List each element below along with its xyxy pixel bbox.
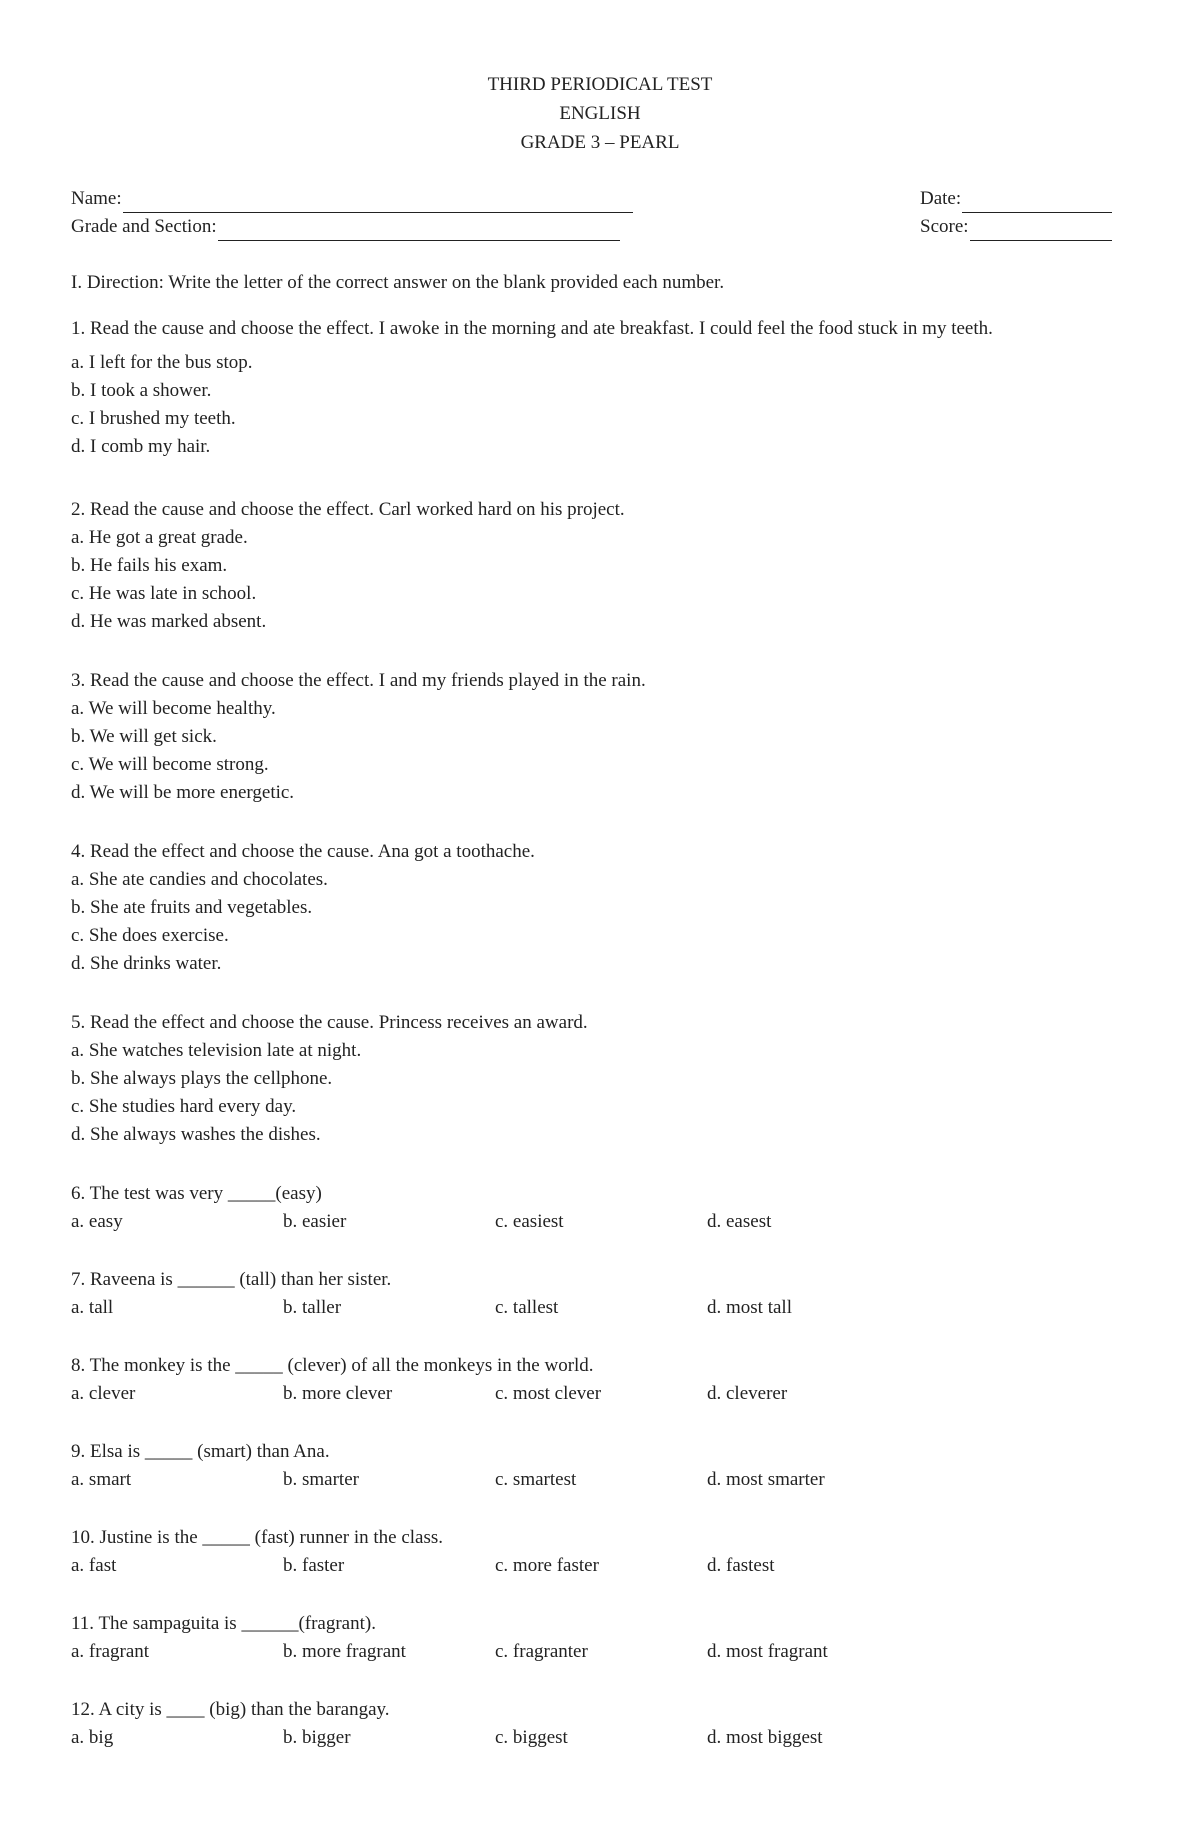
choice-c: c. smartest — [495, 1469, 577, 1490]
grade-section-title: GRADE 3 – PEARL — [520, 132, 680, 153]
choices-row — [71, 1552, 1171, 1580]
choice-d: d. most biggest — [707, 1727, 823, 1748]
question-1 — [71, 315, 1171, 461]
info-row-grade-score — [71, 213, 1121, 241]
question-stem: 5. Read the effect and choose the cause. Princess receives an award. — [71, 1012, 588, 1033]
choice-c: c. most clever — [495, 1383, 602, 1404]
choice-c: c. fragranter — [495, 1641, 588, 1662]
test-header — [0, 70, 1200, 157]
choice-c: c. She studies hard every day. — [71, 1096, 297, 1117]
choice-b: b. taller — [283, 1297, 342, 1318]
question-11 — [71, 1610, 1171, 1666]
question-8 — [71, 1352, 1171, 1408]
question-stem: 7. Raveena is ______ (tall) than her sister. — [71, 1269, 392, 1290]
subject-title: ENGLISH — [559, 103, 641, 124]
choice-a: a. clever — [71, 1383, 136, 1404]
direction-text: I. Direction: Write the letter of the correct answer on the blank provided each number. — [71, 272, 725, 293]
date-label: Date: — [920, 188, 962, 209]
choice-b: b. smarter — [283, 1469, 359, 1490]
choice-c: c. I brushed my teeth. — [71, 408, 236, 429]
choice-b: b. She always plays the cellphone. — [71, 1068, 333, 1089]
choice-b: b. faster — [283, 1555, 345, 1576]
choice-b: b. easier — [283, 1211, 347, 1232]
question-stem: 1. Read the cause and choose the effect. I awoke in the morning and ate breakfast. I could feel the food stuck in my teeth. — [71, 318, 993, 339]
score-blank-line[interactable] — [970, 218, 1112, 241]
question-2 — [71, 496, 1171, 636]
choice-d: d. She drinks water. — [71, 953, 222, 974]
question-3 — [71, 667, 1171, 807]
question-stem: 10. Justine is the _____ (fast) runner in the class. — [71, 1527, 444, 1548]
question-stem: 9. Elsa is _____ (smart) than Ana. — [71, 1441, 330, 1462]
score-label: Score: — [920, 216, 969, 237]
choice-d: d. He was marked absent. — [71, 611, 267, 632]
question-stem: 12. A city is ____ (big) than the barangay. — [71, 1699, 390, 1720]
choice-a: a. tall — [71, 1297, 114, 1318]
date-blank-line[interactable] — [962, 190, 1112, 213]
info-row-name-date — [71, 185, 1121, 213]
choice-d: d. most fragrant — [707, 1641, 828, 1662]
question-stem: 8. The monkey is the _____ (clever) of all the monkeys in the world. — [71, 1355, 594, 1376]
choice-a: a. fast — [71, 1555, 117, 1576]
name-label: Name: — [71, 188, 122, 209]
choice-d: d. cleverer — [707, 1383, 788, 1404]
question-stem: 11. The sampaguita is ______(fragrant). — [71, 1613, 376, 1634]
question-stem: 2. Read the cause and choose the effect. Carl worked hard on his project. — [71, 499, 625, 520]
question-9 — [71, 1438, 1171, 1494]
choice-a: a. smart — [71, 1469, 132, 1490]
choice-d: d. We will be more energetic. — [71, 782, 295, 803]
question-6 — [71, 1180, 1171, 1236]
choice-a: a. She watches television late at night. — [71, 1040, 362, 1061]
choice-b: b. She ate fruits and vegetables. — [71, 897, 313, 918]
choices-row — [71, 1724, 1171, 1752]
choice-d: d. most smarter — [707, 1469, 825, 1490]
question-stem: 3. Read the cause and choose the effect. I and my friends played in the rain. — [71, 670, 646, 691]
choice-d: d. easest — [707, 1211, 772, 1232]
choice-c: c. biggest — [495, 1727, 568, 1748]
choice-b: b. bigger — [283, 1727, 351, 1748]
question-7 — [71, 1266, 1171, 1322]
choice-a: a. We will become healthy. — [71, 698, 276, 719]
choice-a: a. easy — [71, 1211, 123, 1232]
choice-a: a. big — [71, 1727, 114, 1748]
choice-b: b. He fails his exam. — [71, 555, 228, 576]
choice-d: d. I comb my hair. — [71, 436, 211, 457]
choices-row — [71, 1466, 1171, 1494]
grade-section-blank-line[interactable] — [218, 218, 620, 241]
question-12 — [71, 1696, 1171, 1752]
choice-a: a. He got a great grade. — [71, 527, 248, 548]
choices-row — [71, 1638, 1171, 1666]
question-10 — [71, 1524, 1171, 1580]
choices-row — [71, 1208, 1171, 1236]
choice-b: b. I took a shower. — [71, 380, 212, 401]
choice-d: d. fastest — [707, 1555, 775, 1576]
choice-b: b. We will get sick. — [71, 726, 217, 747]
test-title: THIRD PERIODICAL TEST — [487, 74, 713, 95]
choice-a: a. She ate candies and chocolates. — [71, 869, 328, 890]
choice-b: b. more clever — [283, 1383, 393, 1404]
choice-c: c. We will become strong. — [71, 754, 269, 775]
choice-c: c. She does exercise. — [71, 925, 229, 946]
choices-row — [71, 1294, 1171, 1322]
question-stem: 4. Read the effect and choose the cause. Ana got a toothache. — [71, 841, 535, 862]
choice-c: c. tallest — [495, 1297, 559, 1318]
choices-row — [71, 1380, 1171, 1408]
choice-d: d. most tall — [707, 1297, 792, 1318]
grade-section-label: Grade and Section: — [71, 216, 217, 237]
choice-d: d. She always washes the dishes. — [71, 1124, 321, 1145]
name-blank-line[interactable] — [123, 190, 633, 213]
question-5 — [71, 1009, 1171, 1149]
choice-a: a. fragrant — [71, 1641, 150, 1662]
question-4 — [71, 838, 1171, 978]
choice-b: b. more fragrant — [283, 1641, 406, 1662]
choice-c: c. more faster — [495, 1555, 599, 1576]
choice-a: a. I left for the bus stop. — [71, 352, 253, 373]
choice-c: c. He was late in school. — [71, 583, 257, 604]
question-stem: 6. The test was very _____(easy) — [71, 1183, 322, 1204]
choice-c: c. easiest — [495, 1211, 564, 1232]
